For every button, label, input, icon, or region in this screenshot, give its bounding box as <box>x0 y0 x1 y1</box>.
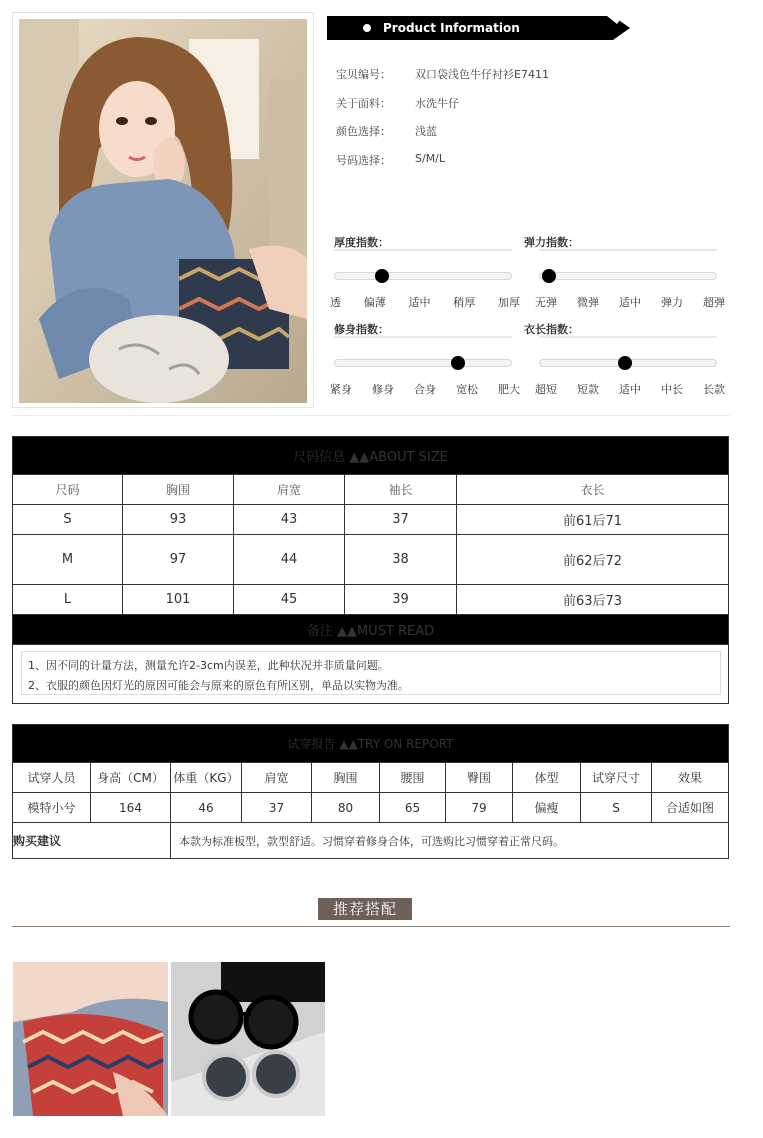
table-cell: 模特小兮 <box>13 793 91 823</box>
table-cell: S <box>581 793 652 823</box>
column-header: 臀围 <box>446 763 513 793</box>
column-header: 肩宽 <box>242 763 312 793</box>
note-line: 2、衣服的颜色因灯光的原因可能会与原来的原色有所区别，单品以实物为准。 <box>28 679 409 692</box>
index-label: 修身 <box>372 383 394 396</box>
table-cell: 46 <box>171 793 242 823</box>
advice-row <box>13 823 729 859</box>
table-cell: 37 <box>242 793 312 823</box>
recommend-sunglasses-image[interactable] <box>171 962 325 1116</box>
index-title: 弹力指数： <box>524 236 579 249</box>
index-divider <box>334 249 512 251</box>
index-knob <box>451 356 465 370</box>
notes-title: 备注 <box>306 624 333 639</box>
notes-header <box>13 615 729 645</box>
bullet-dot-icon <box>363 24 371 32</box>
index-title: 厚度指数： <box>334 236 389 249</box>
spec-value: 双口袋浅色牛仔衬衫E7411 <box>415 68 549 81</box>
table-row <box>13 535 729 585</box>
index-label: 加厚 <box>498 296 520 309</box>
recommend-divider <box>12 926 730 927</box>
advice-label: 购买建议 <box>13 823 171 859</box>
column-header: 试穿尺寸 <box>581 763 652 793</box>
table-cell: M <box>13 535 123 585</box>
column-header: 尺码 <box>13 475 123 505</box>
column-header: 衣长 <box>457 475 729 505</box>
index-track <box>334 359 512 367</box>
advice-text: 本款为标准板型，款型舒适。习惯穿着修身合体，可选购比习惯穿着正常尺码。 <box>171 823 729 859</box>
index-label: 适中 <box>619 383 641 396</box>
table-cell: 39 <box>345 585 457 615</box>
table-cell: 65 <box>380 793 446 823</box>
table-cell: 79 <box>446 793 513 823</box>
index-label: 微弹 <box>577 296 599 309</box>
index-label: 肥大 <box>498 383 520 396</box>
table-cell: 前61后71 <box>457 505 729 535</box>
try-on-table <box>12 724 729 859</box>
table-cell: 前62后72 <box>457 535 729 585</box>
size-table-title: 尺码信息 <box>293 450 346 465</box>
table-cell: 43 <box>234 505 345 535</box>
index-knob <box>618 356 632 370</box>
column-header: 体型 <box>513 763 581 793</box>
index-track <box>539 272 717 280</box>
index-label: 无弹 <box>535 296 557 309</box>
index-label: 宽松 <box>456 383 478 396</box>
recommend-shorts-image[interactable] <box>13 962 168 1116</box>
table-cell: 44 <box>234 535 345 585</box>
column-header: 试穿人员 <box>13 763 91 793</box>
index-title: 修身指数： <box>334 323 389 336</box>
table-cell: 93 <box>123 505 234 535</box>
table-cell: 164 <box>91 793 171 823</box>
size-table-header <box>13 437 729 475</box>
try-on-title: 试穿报告 <box>287 737 336 751</box>
index-label: 适中 <box>619 296 641 309</box>
table-cell: L <box>13 585 123 615</box>
table-cell: 合适如图 <box>652 793 729 823</box>
table-cell: 80 <box>312 793 380 823</box>
index-divider <box>539 249 717 251</box>
index-label: 弹力 <box>661 296 683 309</box>
column-header: 肩宽 <box>234 475 345 505</box>
column-header: 身高（CM） <box>91 763 171 793</box>
table-cell: 101 <box>123 585 234 615</box>
size-table-title-en: ▲▲ABOUT SIZE <box>349 450 448 465</box>
product-photo-frame <box>12 12 314 408</box>
index-label: 超弹 <box>703 296 725 309</box>
spec-key: 颜色选择： <box>336 125 391 138</box>
size-table <box>12 436 729 645</box>
spec-value: 水洗牛仔 <box>415 97 459 110</box>
notes-box <box>12 644 729 704</box>
table-cell: 97 <box>123 535 234 585</box>
notes-title-en: ▲▲MUST READ <box>336 624 435 639</box>
spec-key: 宝贝编号： <box>336 68 391 81</box>
recommend-title: 推荐搭配 <box>318 898 412 920</box>
note-line: 1、因不同的计量方法，测量允许2-3cm内误差，此种状况并非质量问题。 <box>28 659 389 672</box>
table-row <box>13 505 729 535</box>
spec-key: 号码选择： <box>336 154 391 167</box>
index-label: 短款 <box>577 383 599 396</box>
spec-value: S/M/L <box>415 152 446 165</box>
table-cell: 38 <box>345 535 457 585</box>
product-info-banner <box>327 16 630 40</box>
column-header: 腰围 <box>380 763 446 793</box>
table-cell: 前63后73 <box>457 585 729 615</box>
spec-value: 浅蓝 <box>415 125 437 138</box>
table-cell: 37 <box>345 505 457 535</box>
table-cell: S <box>13 505 123 535</box>
index-knob <box>542 269 556 283</box>
index-knob <box>375 269 389 283</box>
index-label: 透 <box>330 296 341 309</box>
product-info-title: Product Information <box>383 21 520 35</box>
table-row <box>13 585 729 615</box>
spec-key: 关于面料： <box>336 97 391 110</box>
notes-content <box>21 651 721 695</box>
index-label: 中长 <box>661 383 683 396</box>
index-label: 长款 <box>703 383 725 396</box>
index-label: 偏薄 <box>363 296 386 309</box>
index-divider <box>539 336 717 338</box>
try-on-header <box>13 725 729 763</box>
section-divider <box>12 415 730 416</box>
index-label: 紧身 <box>330 383 352 396</box>
index-label: 合身 <box>414 383 436 396</box>
index-track <box>334 272 512 280</box>
index-title: 衣长指数： <box>524 323 579 336</box>
column-header: 体重（KG） <box>171 763 242 793</box>
column-header: 胸围 <box>123 475 234 505</box>
column-header: 胸围 <box>312 763 380 793</box>
table-row <box>13 793 729 823</box>
try-on-title-en: ▲▲TRY ON REPORT <box>339 737 454 751</box>
product-photo <box>19 19 307 403</box>
column-header: 效果 <box>652 763 729 793</box>
table-cell: 45 <box>234 585 345 615</box>
index-divider <box>334 336 512 338</box>
table-cell: 偏瘦 <box>513 793 581 823</box>
index-label: 适中 <box>408 296 431 309</box>
index-label: 超短 <box>535 383 557 396</box>
column-header: 袖长 <box>345 475 457 505</box>
index-label: 稍厚 <box>453 296 476 309</box>
